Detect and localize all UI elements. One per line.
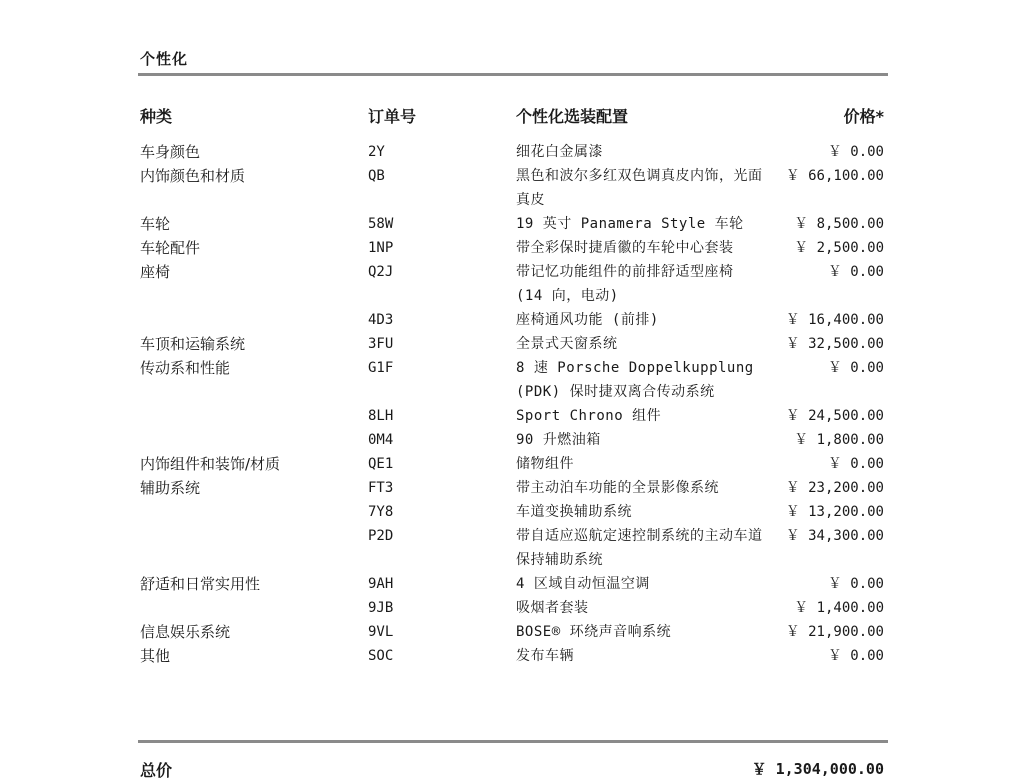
row-order-code: 8LH bbox=[368, 408, 394, 424]
header-order-number: 订单号 bbox=[368, 107, 417, 126]
row-option: 全景式天窗系统 bbox=[516, 336, 618, 352]
table-row bbox=[138, 476, 888, 500]
row-option: Sport Chrono 组件 bbox=[516, 408, 662, 424]
row-option: 带自适应巡航定速控制系统的主动车道保持辅助系统 bbox=[516, 528, 763, 568]
table-row bbox=[138, 356, 888, 404]
table-row bbox=[138, 644, 888, 668]
row-category: 座椅 bbox=[140, 263, 171, 281]
row-order-code: 7Y8 bbox=[368, 504, 394, 520]
row-option: 发布车辆 bbox=[516, 648, 574, 664]
total-value: ￥ 1,304,000.00 bbox=[751, 760, 884, 778]
header-price: 价格* bbox=[843, 107, 884, 126]
row-price: ￥ 66,100.00 bbox=[785, 168, 884, 184]
row-price: ￥ 24,500.00 bbox=[785, 408, 884, 424]
row-order-code: 2Y bbox=[368, 144, 385, 160]
row-order-code: 9VL bbox=[368, 624, 394, 640]
row-price: ￥ 1,800.00 bbox=[794, 432, 884, 448]
section-title: 个性化 bbox=[140, 50, 189, 68]
row-category: 传动系和性能 bbox=[140, 359, 231, 377]
row-order-code: FT3 bbox=[368, 480, 394, 496]
table-row bbox=[138, 164, 888, 212]
header-option: 个性化选装配置 bbox=[516, 107, 629, 126]
row-order-code: 9JB bbox=[368, 600, 394, 616]
row-order-code: 0M4 bbox=[368, 432, 394, 448]
table-row bbox=[138, 428, 888, 452]
row-order-code: 58W bbox=[368, 216, 394, 232]
table-row bbox=[138, 308, 888, 332]
row-category: 其他 bbox=[140, 647, 171, 665]
table-row bbox=[138, 452, 888, 476]
table-row bbox=[138, 620, 888, 644]
top-divider bbox=[138, 73, 888, 76]
row-order-code: 4D3 bbox=[368, 312, 394, 328]
row-option: 座椅通风功能 (前排) bbox=[516, 312, 659, 328]
row-price: ￥ 21,900.00 bbox=[785, 624, 884, 640]
row-option: 8 速 Porsche Doppelkupplung (PDK) 保时捷双离合传动系统 bbox=[516, 360, 754, 400]
row-price: ￥ 0.00 bbox=[827, 360, 884, 376]
row-price: ￥ 2,500.00 bbox=[794, 240, 884, 256]
row-option: 黑色和波尔多红双色调真皮内饰，光面真皮 bbox=[516, 168, 763, 208]
row-category: 车轮配件 bbox=[140, 239, 201, 257]
row-price: ￥ 32,500.00 bbox=[785, 336, 884, 352]
row-option: 带主动泊车功能的全景影像系统 bbox=[516, 480, 719, 496]
row-option: 车道变换辅助系统 bbox=[516, 504, 632, 520]
table-row bbox=[138, 140, 888, 164]
row-category: 信息娱乐系统 bbox=[140, 623, 231, 641]
row-order-code: 1NP bbox=[368, 240, 394, 256]
table-row bbox=[138, 260, 888, 308]
row-price: ￥ 0.00 bbox=[827, 456, 884, 472]
row-price: ￥ 23,200.00 bbox=[785, 480, 884, 496]
row-category: 车身颜色 bbox=[140, 143, 201, 161]
row-option: 储物组件 bbox=[516, 456, 574, 472]
row-option: 吸烟者套装 bbox=[516, 600, 589, 616]
header-category: 种类 bbox=[140, 107, 173, 126]
configuration-document bbox=[138, 0, 888, 780]
row-price: ￥ 16,400.00 bbox=[785, 312, 884, 328]
row-option: 4 区域自动恒温空调 bbox=[516, 576, 650, 592]
row-option: 细花白金属漆 bbox=[516, 144, 603, 160]
row-order-code: QB bbox=[368, 168, 385, 184]
table-row bbox=[138, 404, 888, 428]
row-option: 带全彩保时捷盾徽的车轮中心套装 bbox=[516, 240, 734, 256]
row-category: 车顶和运输系统 bbox=[140, 335, 246, 353]
row-price: ￥ 8,500.00 bbox=[794, 216, 884, 232]
row-category: 内饰组件和装饰/材质 bbox=[140, 455, 281, 473]
row-order-code: P2D bbox=[368, 528, 394, 544]
bottom-divider bbox=[138, 740, 888, 743]
row-category: 舒适和日常实用性 bbox=[140, 575, 261, 593]
row-order-code: G1F bbox=[368, 360, 394, 376]
table-row bbox=[138, 332, 888, 356]
row-price: ￥ 0.00 bbox=[827, 648, 884, 664]
table-row bbox=[138, 572, 888, 596]
total-label: 总价 bbox=[140, 761, 173, 780]
row-price: ￥ 34,300.00 bbox=[785, 528, 884, 544]
row-order-code: QE1 bbox=[368, 456, 394, 472]
row-category: 辅助系统 bbox=[140, 479, 201, 497]
row-order-code: SOC bbox=[368, 648, 394, 664]
row-order-code: 9AH bbox=[368, 576, 394, 592]
row-category: 内饰颜色和材质 bbox=[140, 167, 246, 185]
row-price: ￥ 1,400.00 bbox=[794, 600, 884, 616]
row-option: BOSE® 环绕声音响系统 bbox=[516, 624, 672, 640]
row-price: ￥ 0.00 bbox=[827, 576, 884, 592]
row-order-code: Q2J bbox=[368, 264, 394, 280]
table-row bbox=[138, 236, 888, 260]
table-row bbox=[138, 500, 888, 524]
row-category: 车轮 bbox=[140, 215, 171, 233]
options-table bbox=[138, 140, 888, 668]
row-option: 带记忆功能组件的前排舒适型座椅 (14 向，电动) bbox=[516, 264, 734, 304]
row-price: ￥ 0.00 bbox=[827, 144, 884, 160]
table-row bbox=[138, 524, 888, 572]
table-row bbox=[138, 212, 888, 236]
table-row bbox=[138, 596, 888, 620]
row-option: 90 升燃油箱 bbox=[516, 432, 601, 448]
row-order-code: 3FU bbox=[368, 336, 394, 352]
row-price: ￥ 13,200.00 bbox=[785, 504, 884, 520]
row-option: 19 英寸 Panamera Style 车轮 bbox=[516, 216, 744, 232]
row-price: ￥ 0.00 bbox=[827, 264, 884, 280]
